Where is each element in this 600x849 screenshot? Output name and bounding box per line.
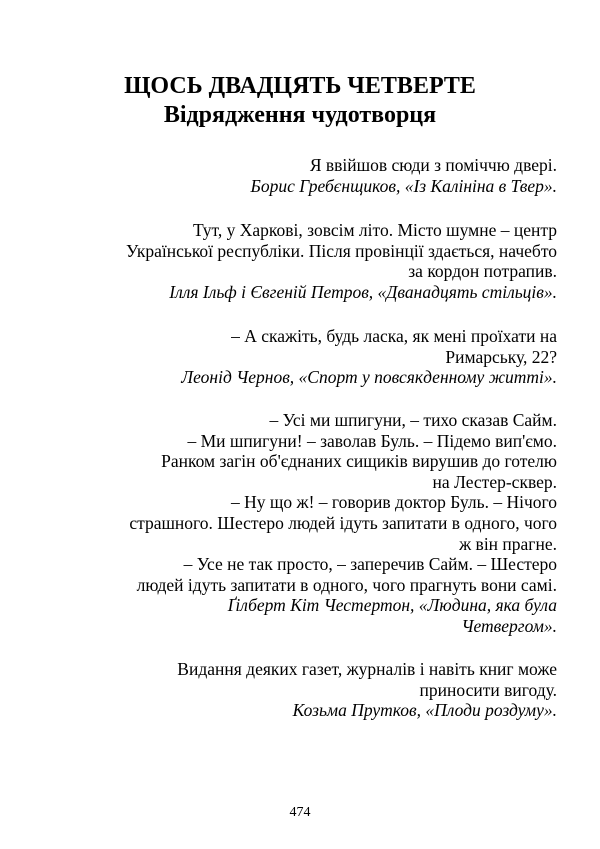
epigraph-attribution: Козьма Прутков, «Плоди роздуму». — [292, 700, 557, 721]
epigraph-line: – Усе не так просто, – заперечив Сайм. – Шестеро — [183, 554, 557, 575]
epigraph-line: на Лестер-сквер. — [432, 471, 557, 492]
epigraph-line: Української республіки. Після провінції здається, начебто — [125, 240, 557, 261]
epigraph-line: приносити вигоду. — [419, 679, 557, 700]
epigraph-line: – Ми шпигуни! – заволав Буль. – Підемо вип'ємо. — [187, 430, 557, 451]
epigraph-4 — [80, 410, 557, 637]
epigraph-1 — [80, 155, 557, 196]
epigraph-line: – А скажіть, будь ласка, як мені проїхати на — [231, 326, 557, 346]
epigraph-line: Я ввійшов сюди з поміччю двері. — [309, 155, 557, 175]
epigraph-line: Тут, у Харкові, зовсім літо. Місто шумне – центр — [192, 220, 557, 240]
epigraph-attribution: Ґілберт Кіт Честертон, «Людина, яка була — [227, 595, 557, 616]
epigraph-5 — [80, 659, 557, 721]
epigraph-line: ж він прагне. — [459, 533, 557, 554]
epigraph-line: страшного. Шестеро людей ідуть запитати в одного, чого — [129, 512, 557, 533]
chapter-title: ЩОСЬ ДВАДЦЯТЬ ЧЕТВЕРТЕ — [124, 73, 476, 99]
epigraph-line: за кордон потрапив. — [408, 261, 557, 282]
epigraph-line: Видання деяких газет, журналів і навіть книг може — [177, 659, 557, 679]
epigraph-attribution: Ілля Ільф і Євгеній Петров, «Дванадцять стільців». — [169, 281, 557, 302]
epigraph-line: Римарську, 22? — [445, 346, 557, 367]
page-number: 474 — [289, 805, 311, 820]
epigraph-attribution: Леонід Чернов, «Спорт у повсякденному житті». — [181, 367, 557, 388]
epigraph-attribution: Четвергом». — [461, 615, 557, 636]
epigraph-attribution: Борис Гребєнщиков, «Із Калініна в Твер». — [250, 175, 557, 196]
epigraph-line: людей ідуть запитати в одного, чого прагнуть вони самі. — [136, 574, 557, 595]
epigraph-line: Ранком загін об'єднаних сищиків вирушив до готелю — [161, 451, 557, 472]
epigraph-2 — [80, 220, 557, 302]
epigraph-3 — [80, 326, 557, 388]
chapter-subtitle: Відрядження чудотворця — [163, 102, 437, 128]
epigraph-line: – Усі ми шпигуни, – тихо сказав Сайм. — [269, 410, 557, 430]
epigraph-line: – Ну що ж! – говорив доктор Буль. – Нічого — [231, 492, 557, 513]
